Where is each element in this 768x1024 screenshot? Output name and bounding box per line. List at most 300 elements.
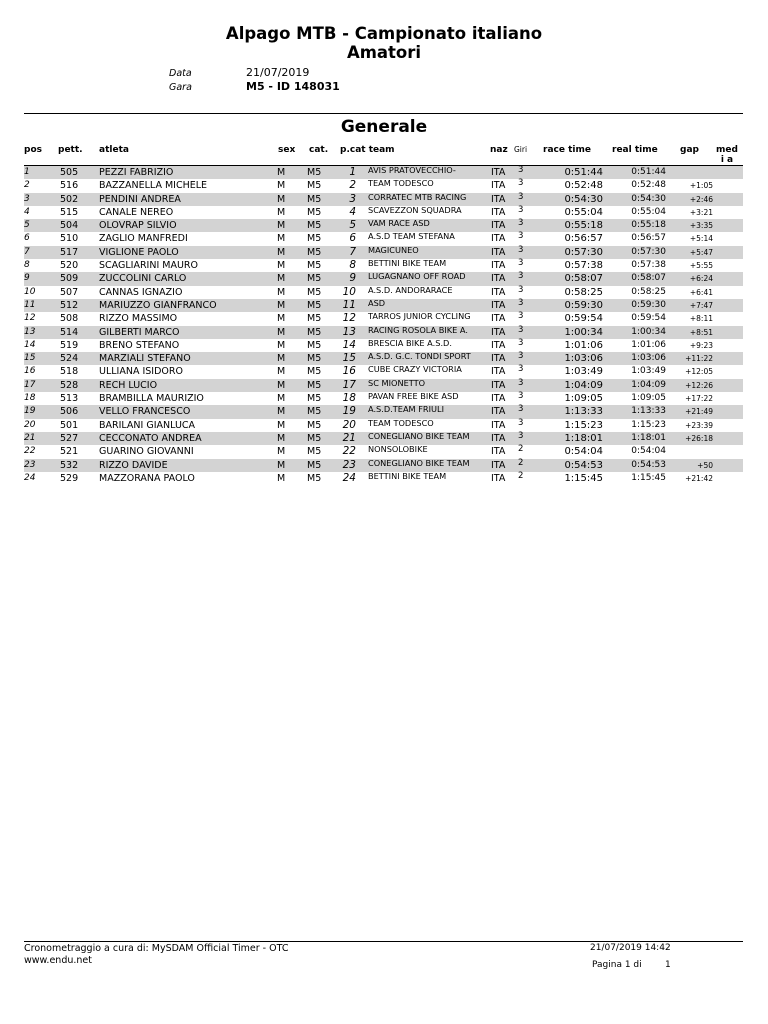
cell-pett: 519 bbox=[60, 339, 79, 351]
document-title: Alpago MTB - Campionato italiano bbox=[225, 24, 543, 43]
cell-giri: 3 bbox=[518, 191, 524, 202]
cell-team: TEAM TODESCO bbox=[368, 178, 434, 189]
cell-sex: M bbox=[277, 180, 286, 192]
footer-page-label: Pagina 1 di bbox=[592, 960, 642, 970]
cell-cat: M5 bbox=[307, 459, 322, 471]
cell-cat: M5 bbox=[307, 313, 322, 325]
cell-giri: 3 bbox=[518, 178, 524, 189]
cell-giri: 3 bbox=[518, 218, 524, 229]
top-divider bbox=[24, 113, 743, 114]
cell-sex: M bbox=[277, 246, 286, 258]
cell-naz: ITA bbox=[491, 286, 506, 298]
col-pos: pos bbox=[24, 145, 42, 155]
cell-giri: 3 bbox=[518, 391, 524, 402]
cell-giri: 3 bbox=[518, 417, 524, 428]
cell-sex: M bbox=[277, 366, 286, 378]
cell-team: RACING ROSOLA BIKE A. bbox=[368, 324, 468, 335]
cell-pcat: 23 bbox=[342, 458, 356, 471]
cell-gap: +21:42 bbox=[685, 473, 713, 483]
cell-pett: 529 bbox=[60, 472, 79, 484]
data-value: 21/07/2019 bbox=[246, 66, 310, 79]
cell-pett: 507 bbox=[60, 286, 79, 298]
cell-race-time: 1:15:23 bbox=[564, 419, 603, 431]
cell-giri: 3 bbox=[518, 165, 524, 175]
cell-cat: M5 bbox=[307, 379, 322, 391]
cell-giri: 3 bbox=[518, 204, 524, 215]
cell-sex: M bbox=[277, 193, 286, 205]
cell-giri: 3 bbox=[518, 377, 524, 388]
cell-pcat: 6 bbox=[349, 232, 356, 245]
cell-cat: M5 bbox=[307, 419, 322, 431]
cell-pcat: 9 bbox=[349, 272, 356, 285]
cell-pcat: 20 bbox=[342, 418, 356, 431]
cell-sex: M bbox=[277, 273, 286, 285]
cell-gap: +7:47 bbox=[689, 300, 713, 310]
cell-pett: 510 bbox=[60, 233, 79, 245]
cell-team: NONSOLOBIKE bbox=[368, 444, 428, 455]
cell-cat: M5 bbox=[307, 180, 322, 192]
cell-gap: +8:51 bbox=[689, 327, 713, 337]
cell-cat: M5 bbox=[307, 246, 322, 258]
cell-atleta: MARIUZZO GIANFRANCO bbox=[99, 299, 217, 311]
cell-pett: 515 bbox=[60, 206, 79, 218]
cell-team: VAM RACE ASD bbox=[368, 218, 430, 229]
cell-cat: M5 bbox=[307, 432, 322, 444]
cell-pos: 14 bbox=[24, 339, 36, 350]
cell-cat: M5 bbox=[307, 339, 322, 351]
document-subtitle: Amatori bbox=[346, 43, 422, 62]
cell-gap: +6:41 bbox=[689, 287, 713, 297]
cell-real-time: 1:15:23 bbox=[631, 419, 666, 430]
cell-team: TARROS JUNIOR CYCLING bbox=[368, 311, 471, 322]
cell-atleta: CANNAS IGNAZIO bbox=[99, 286, 183, 298]
cell-pos: 9 bbox=[24, 273, 30, 284]
cell-giri: 3 bbox=[518, 258, 524, 269]
cell-pcat: 8 bbox=[349, 259, 356, 272]
cell-naz: ITA bbox=[491, 393, 506, 405]
cell-race-time: 1:03:06 bbox=[564, 353, 603, 365]
cell-giri: 2 bbox=[518, 444, 524, 455]
cell-gap: +1:05 bbox=[689, 181, 713, 191]
cell-team: A.S.D. ANDORARACE bbox=[368, 284, 453, 295]
cell-pcat: 2 bbox=[349, 179, 356, 192]
cell-pos: 12 bbox=[24, 313, 36, 324]
cell-atleta: RIZZO DAVIDE bbox=[99, 459, 168, 471]
cell-atleta: OLOVRAP SILVIO bbox=[99, 220, 177, 232]
cell-sex: M bbox=[277, 260, 286, 272]
cell-atleta: MAZZORANA PAOLO bbox=[99, 472, 195, 484]
cell-giri: 3 bbox=[518, 364, 524, 375]
cell-real-time: 0:54:04 bbox=[631, 446, 666, 457]
cell-giri: 3 bbox=[518, 311, 524, 322]
cell-pett: 508 bbox=[60, 313, 79, 325]
cell-pcat: 11 bbox=[342, 298, 356, 311]
cell-sex: M bbox=[277, 233, 286, 245]
cell-atleta: RECH LUCIO bbox=[99, 379, 158, 391]
cell-giri: 3 bbox=[518, 284, 524, 295]
cell-atleta: BRAMBILLA MAURIZIO bbox=[99, 393, 204, 405]
cell-pett: 527 bbox=[60, 432, 79, 444]
cell-naz: ITA bbox=[491, 339, 506, 351]
cell-pos: 23 bbox=[24, 459, 36, 470]
cell-giri: 3 bbox=[518, 337, 524, 348]
cell-pett: 518 bbox=[60, 366, 79, 378]
cell-giri: 3 bbox=[518, 324, 524, 335]
cell-pcat: 13 bbox=[342, 325, 356, 338]
cell-race-time: 0:56:57 bbox=[564, 233, 603, 245]
cell-pcat: 10 bbox=[342, 285, 356, 298]
cell-naz: ITA bbox=[491, 446, 506, 458]
cell-gap: +5:47 bbox=[689, 247, 713, 257]
cell-naz: ITA bbox=[491, 472, 506, 484]
cell-naz: ITA bbox=[491, 206, 506, 218]
cell-real-time: 0:52:48 bbox=[631, 180, 666, 191]
cell-atleta: SCAGLIARINI MAURO bbox=[99, 260, 199, 272]
col-cat: cat. bbox=[309, 145, 329, 155]
cell-cat: M5 bbox=[307, 273, 322, 285]
cell-team: ASD bbox=[368, 297, 386, 308]
cell-real-time: 1:03:49 bbox=[631, 366, 666, 377]
cell-pett: 532 bbox=[60, 459, 79, 471]
cell-pos: 22 bbox=[24, 446, 36, 457]
cell-atleta: BRENO STEFANO bbox=[99, 339, 180, 351]
cell-pcat: 14 bbox=[342, 338, 356, 351]
cell-team: LUGAGNANO OFF ROAD bbox=[368, 271, 466, 282]
cell-naz: ITA bbox=[491, 419, 506, 431]
cell-atleta: RIZZO MASSIMO bbox=[99, 313, 178, 325]
cell-team: SC MIONETTO bbox=[368, 377, 426, 388]
cell-naz: ITA bbox=[491, 432, 506, 444]
cell-gap: +12:05 bbox=[685, 367, 713, 377]
cell-naz: ITA bbox=[491, 180, 506, 192]
cell-naz: ITA bbox=[491, 167, 506, 178]
cell-giri: 2 bbox=[518, 470, 524, 481]
cell-real-time: 0:56:57 bbox=[631, 233, 666, 244]
cell-sex: M bbox=[277, 419, 286, 431]
cell-pcat: 16 bbox=[342, 365, 356, 378]
cell-cat: M5 bbox=[307, 299, 322, 311]
cell-gap: +9:23 bbox=[689, 340, 713, 350]
cell-pos: 16 bbox=[24, 366, 36, 377]
cell-real-time: 0:51:44 bbox=[631, 167, 666, 177]
cell-gap: +17:22 bbox=[685, 394, 713, 404]
cell-pcat: 7 bbox=[349, 245, 356, 258]
cell-cat: M5 bbox=[307, 233, 322, 245]
cell-pett: 520 bbox=[60, 260, 79, 272]
cell-pos: 4 bbox=[24, 206, 30, 217]
cell-pett: 502 bbox=[60, 193, 79, 205]
col-pett: pett. bbox=[58, 145, 83, 155]
cell-cat: M5 bbox=[307, 326, 322, 338]
results-table-body bbox=[24, 166, 743, 485]
cell-gap: +5:14 bbox=[689, 234, 713, 244]
cell-real-time: 1:00:34 bbox=[631, 326, 666, 337]
cell-pos: 21 bbox=[24, 432, 36, 443]
cell-atleta: CECCONATO ANDREA bbox=[99, 432, 202, 444]
cell-team: MAGICUNEO bbox=[368, 244, 419, 255]
col-real-time: real time bbox=[612, 145, 658, 155]
cell-gap: +11:22 bbox=[685, 354, 713, 364]
cell-atleta: ZAGLIO MANFREDI bbox=[99, 233, 188, 245]
cell-gap: +8:11 bbox=[689, 314, 713, 324]
data-label: Data bbox=[169, 68, 192, 79]
cell-race-time: 0:54:30 bbox=[564, 193, 603, 205]
cell-real-time: 1:09:05 bbox=[631, 393, 666, 404]
cell-pos: 2 bbox=[24, 180, 30, 191]
cell-sex: M bbox=[277, 379, 286, 391]
col-atleta: atleta bbox=[99, 145, 129, 155]
cell-team: TEAM TODESCO bbox=[368, 417, 434, 428]
cell-giri: 3 bbox=[518, 297, 524, 308]
col-media: medi a bbox=[716, 145, 738, 165]
cell-sex: M bbox=[277, 472, 286, 484]
cell-gap: +23:39 bbox=[685, 420, 713, 430]
cell-atleta: VIGLIONE PAOLO bbox=[99, 246, 179, 258]
cell-race-time: 0:58:07 bbox=[564, 273, 603, 285]
cell-naz: ITA bbox=[491, 193, 506, 205]
cell-pett: 504 bbox=[60, 220, 79, 232]
cell-pos: 19 bbox=[24, 406, 36, 417]
cell-race-time: 0:59:30 bbox=[564, 299, 603, 311]
cell-race-time: 1:03:49 bbox=[564, 366, 603, 378]
cell-pos: 3 bbox=[24, 193, 30, 204]
cell-pett: 513 bbox=[60, 393, 79, 405]
cell-pos: 1 bbox=[24, 167, 30, 177]
cell-sex: M bbox=[277, 353, 286, 365]
cell-pett: 506 bbox=[60, 406, 79, 418]
cell-atleta: GILBERTI MARCO bbox=[99, 326, 180, 338]
cell-pett: 505 bbox=[60, 167, 79, 178]
cell-pett: 524 bbox=[60, 353, 79, 365]
cell-atleta: ULLIANA ISIDORO bbox=[99, 366, 183, 378]
cell-race-time: 1:18:01 bbox=[564, 432, 603, 444]
cell-pos: 24 bbox=[24, 472, 36, 483]
table-row bbox=[24, 472, 743, 485]
cell-pos: 17 bbox=[24, 379, 36, 390]
cell-sex: M bbox=[277, 167, 286, 178]
cell-race-time: 0:51:44 bbox=[564, 167, 603, 178]
cell-race-time: 0:55:18 bbox=[564, 220, 603, 232]
cell-team: CUBE CRAZY VICTORIA bbox=[368, 364, 462, 375]
cell-naz: ITA bbox=[491, 260, 506, 272]
cell-real-time: 1:03:06 bbox=[631, 353, 666, 364]
cell-naz: ITA bbox=[491, 459, 506, 471]
cell-sex: M bbox=[277, 393, 286, 405]
cell-giri: 3 bbox=[518, 231, 524, 242]
cell-giri: 3 bbox=[518, 271, 524, 282]
cell-real-time: 0:58:07 bbox=[631, 273, 666, 284]
cell-naz: ITA bbox=[491, 353, 506, 365]
cell-cat: M5 bbox=[307, 286, 322, 298]
cell-team: CONEGLIANO BIKE TEAM bbox=[368, 430, 470, 441]
cell-pcat: 24 bbox=[342, 471, 356, 484]
cell-sex: M bbox=[277, 432, 286, 444]
cell-gap: +5:55 bbox=[689, 261, 713, 271]
cell-atleta: ZUCCOLINI CARLO bbox=[99, 273, 187, 285]
cell-pcat: 15 bbox=[342, 352, 356, 365]
cell-cat: M5 bbox=[307, 446, 322, 458]
cell-atleta: CANALE NEREO bbox=[99, 206, 174, 218]
cell-gap: +12:26 bbox=[685, 380, 713, 390]
cell-sex: M bbox=[277, 459, 286, 471]
cell-team: AVIS PRATOVECCHIO- bbox=[368, 165, 456, 175]
cell-race-time: 0:55:04 bbox=[564, 206, 603, 218]
cell-real-time: 0:54:30 bbox=[631, 193, 666, 204]
cell-naz: ITA bbox=[491, 406, 506, 418]
cell-gap: +50 bbox=[697, 460, 713, 470]
cell-real-time: 1:18:01 bbox=[631, 432, 666, 443]
cell-sex: M bbox=[277, 326, 286, 338]
cell-real-time: 0:55:18 bbox=[631, 220, 666, 231]
cell-naz: ITA bbox=[491, 366, 506, 378]
cell-gap: +3:21 bbox=[689, 207, 713, 217]
cell-naz: ITA bbox=[491, 313, 506, 325]
cell-real-time: 1:01:06 bbox=[631, 339, 666, 350]
cell-team: SCAVEZZON SQUADRA bbox=[368, 204, 462, 215]
cell-race-time: 1:15:45 bbox=[564, 472, 603, 484]
cell-cat: M5 bbox=[307, 193, 322, 205]
cell-naz: ITA bbox=[491, 273, 506, 285]
cell-naz: ITA bbox=[491, 220, 506, 232]
cell-pos: 18 bbox=[24, 393, 36, 404]
cell-real-time: 1:15:45 bbox=[631, 472, 666, 483]
cell-pos: 5 bbox=[24, 220, 30, 231]
cell-real-time: 1:04:09 bbox=[631, 379, 666, 390]
cell-giri: 3 bbox=[518, 351, 524, 362]
cell-sex: M bbox=[277, 206, 286, 218]
cell-real-time: 0:59:30 bbox=[631, 299, 666, 310]
gara-value: M5 - ID 148031 bbox=[246, 80, 340, 93]
cell-gap: +6:24 bbox=[689, 274, 713, 284]
footer-timestamp: 21/07/2019 14:42 bbox=[590, 943, 671, 953]
cell-team: BRESCIA BIKE A.S.D. bbox=[368, 337, 452, 348]
cell-cat: M5 bbox=[307, 353, 322, 365]
cell-pett: 521 bbox=[60, 446, 79, 458]
cell-race-time: 0:52:48 bbox=[564, 180, 603, 192]
cell-cat: M5 bbox=[307, 393, 322, 405]
cell-race-time: 0:57:30 bbox=[564, 246, 603, 258]
cell-pos: 6 bbox=[24, 233, 30, 244]
cell-sex: M bbox=[277, 446, 286, 458]
cell-pett: 517 bbox=[60, 246, 79, 258]
cell-team: BETTINI BIKE TEAM bbox=[368, 258, 447, 269]
cell-pos: 8 bbox=[24, 260, 30, 271]
cell-cat: M5 bbox=[307, 206, 322, 218]
cell-team: CONEGLIANO BIKE TEAM bbox=[368, 457, 470, 468]
cell-naz: ITA bbox=[491, 233, 506, 245]
table-header bbox=[24, 145, 743, 166]
cell-race-time: 1:13:33 bbox=[564, 406, 603, 418]
cell-cat: M5 bbox=[307, 220, 322, 232]
cell-pcat: 3 bbox=[349, 192, 356, 205]
cell-pcat: 18 bbox=[342, 392, 356, 405]
cell-giri: 2 bbox=[518, 457, 524, 468]
cell-team: BETTINI BIKE TEAM bbox=[368, 470, 447, 481]
cell-pcat: 21 bbox=[342, 431, 356, 444]
cell-giri: 3 bbox=[518, 430, 524, 441]
cell-race-time: 1:00:34 bbox=[564, 326, 603, 338]
cell-cat: M5 bbox=[307, 366, 322, 378]
cell-atleta: BARILANI GIANLUCA bbox=[99, 419, 196, 431]
cell-pos: 7 bbox=[24, 246, 30, 257]
cell-team: A.S.D.TEAM FRIULI bbox=[368, 404, 444, 415]
cell-team: A.S.D. G.C. TONDI SPORT bbox=[368, 351, 471, 362]
cell-gap: +3:35 bbox=[689, 221, 713, 231]
section-title: Generale bbox=[340, 117, 428, 137]
cell-naz: ITA bbox=[491, 379, 506, 391]
cell-real-time: 1:13:33 bbox=[631, 406, 666, 417]
cell-real-time: 0:59:54 bbox=[631, 313, 666, 324]
cell-real-time: 0:57:38 bbox=[631, 260, 666, 271]
cell-pcat: 12 bbox=[342, 312, 356, 325]
cell-pcat: 5 bbox=[349, 219, 356, 232]
cell-gap: +21:49 bbox=[685, 407, 713, 417]
col-race-time: race time bbox=[543, 145, 591, 155]
cell-sex: M bbox=[277, 220, 286, 232]
cell-race-time: 1:01:06 bbox=[564, 339, 603, 351]
cell-atleta: VELLO FRANCESCO bbox=[99, 406, 191, 418]
footer-page-total: 1 bbox=[665, 960, 671, 970]
cell-atleta: MARZIALI STEFANO bbox=[99, 353, 191, 365]
cell-sex: M bbox=[277, 339, 286, 351]
cell-team: PAVAN FREE BIKE ASD bbox=[368, 391, 459, 402]
footer-credit: Cronometraggio a cura di: MySDAM Official Timer - OTC bbox=[24, 943, 289, 954]
cell-pett: 514 bbox=[60, 326, 79, 338]
cell-cat: M5 bbox=[307, 406, 322, 418]
cell-sex: M bbox=[277, 299, 286, 311]
cell-race-time: 0:57:38 bbox=[564, 260, 603, 272]
cell-race-time: 1:04:09 bbox=[564, 379, 603, 391]
cell-team: A.S.D TEAM STEFANA bbox=[368, 231, 455, 242]
gara-label: Gara bbox=[169, 82, 192, 93]
cell-race-time: 0:59:54 bbox=[564, 313, 603, 325]
cell-sex: M bbox=[277, 313, 286, 325]
cell-gap: +2:46 bbox=[689, 194, 713, 204]
cell-pos: 10 bbox=[24, 286, 36, 297]
col-giri: Giri bbox=[514, 145, 528, 154]
cell-pcat: 19 bbox=[342, 405, 356, 418]
cell-gap: +26:18 bbox=[685, 433, 713, 443]
cell-cat: M5 bbox=[307, 167, 322, 178]
cell-team: CORRATEC MTB RACING bbox=[368, 191, 467, 202]
footer-divider bbox=[24, 941, 743, 942]
col-sex: sex bbox=[278, 145, 296, 155]
cell-atleta: PEZZI FABRIZIO bbox=[99, 167, 174, 178]
col-gap: gap bbox=[680, 145, 699, 155]
cell-giri: 3 bbox=[518, 244, 524, 255]
cell-atleta: GUARINO GIOVANNI bbox=[99, 446, 194, 458]
cell-pcat: 22 bbox=[342, 445, 356, 458]
cell-pett: 528 bbox=[60, 379, 79, 391]
cell-pos: 20 bbox=[24, 419, 36, 430]
cell-naz: ITA bbox=[491, 299, 506, 311]
cell-pcat: 17 bbox=[342, 378, 356, 391]
cell-sex: M bbox=[277, 406, 286, 418]
cell-pos: 15 bbox=[24, 353, 36, 364]
cell-giri: 3 bbox=[518, 404, 524, 415]
cell-sex: M bbox=[277, 286, 286, 298]
col-pcat-team: p.cat team bbox=[340, 145, 395, 155]
cell-real-time: 0:58:25 bbox=[631, 286, 666, 297]
cell-cat: M5 bbox=[307, 260, 322, 272]
cell-race-time: 0:54:53 bbox=[564, 459, 603, 471]
cell-pcat: 1 bbox=[349, 166, 356, 178]
cell-race-time: 0:58:25 bbox=[564, 286, 603, 298]
footer-site: www.endu.net bbox=[24, 955, 92, 966]
cell-naz: ITA bbox=[491, 246, 506, 258]
cell-pos: 13 bbox=[24, 326, 36, 337]
cell-pett: 501 bbox=[60, 419, 79, 431]
